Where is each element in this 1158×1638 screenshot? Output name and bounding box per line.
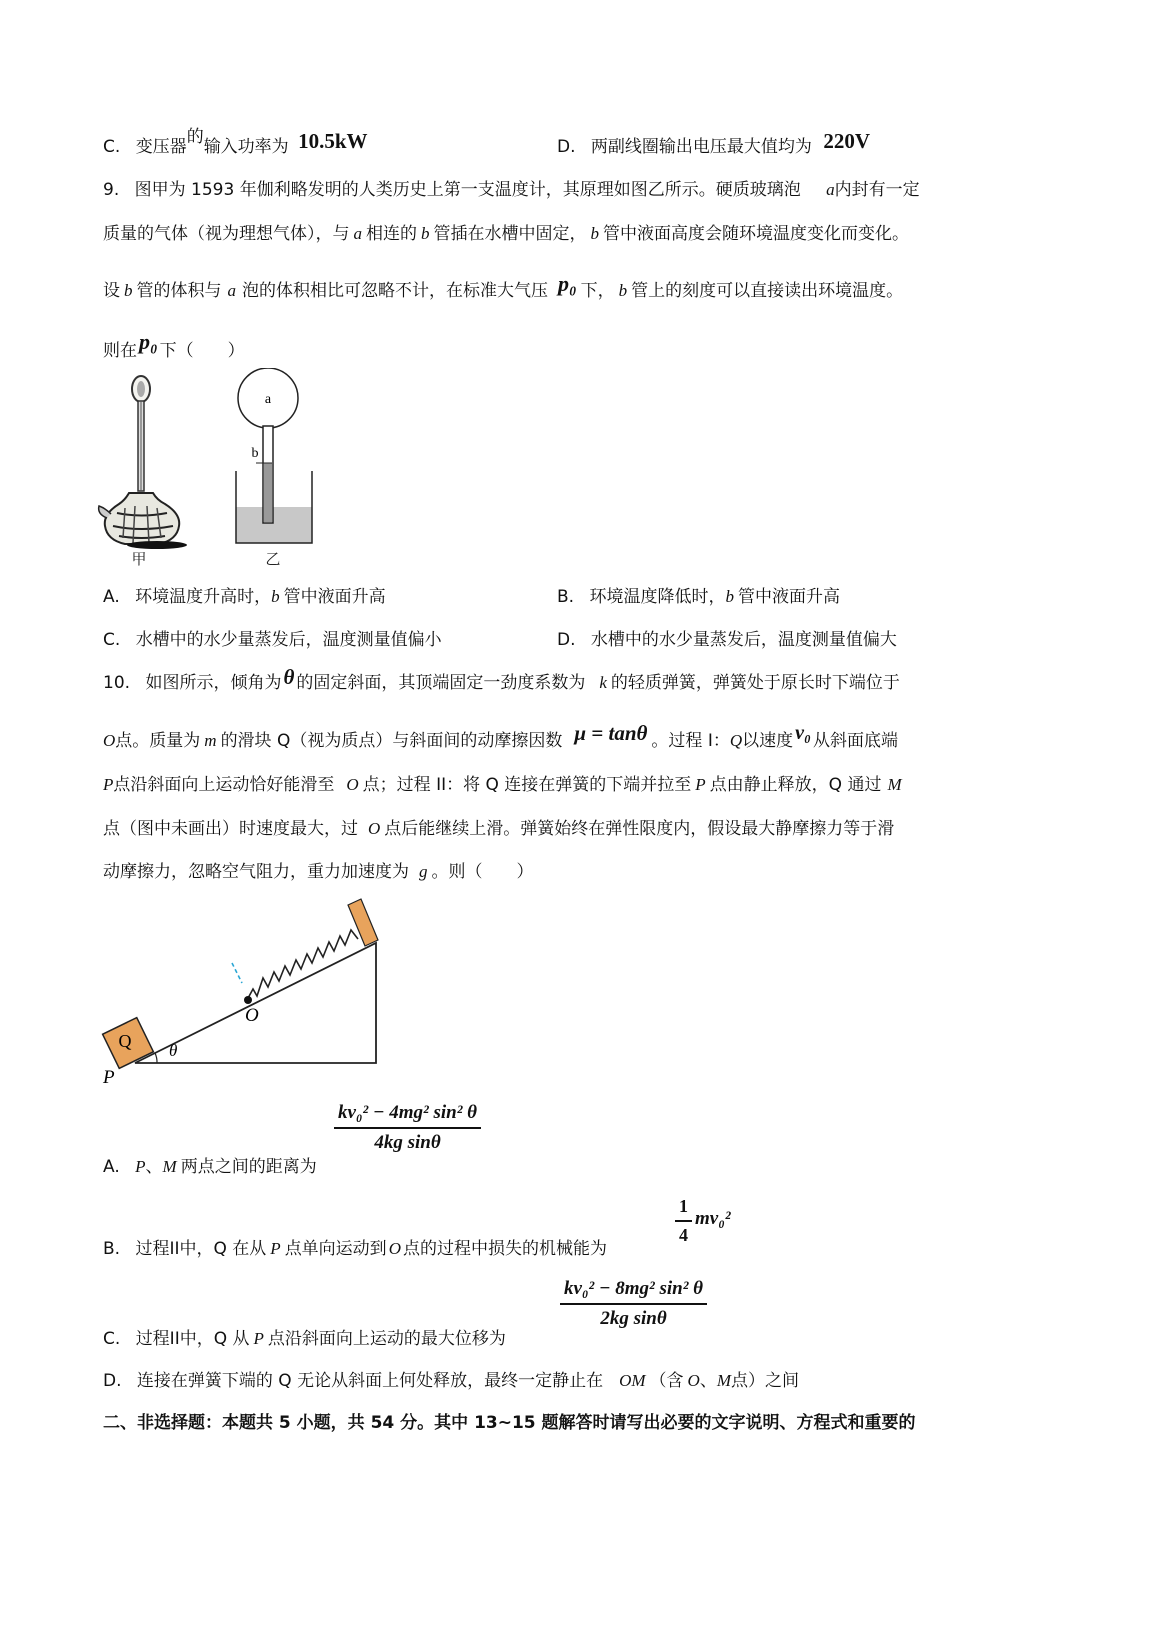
q10-option-d: D. 连接在弹簧下端的 Q 无论从斜面上何处释放，最终一定静止在 OM （含 O、M点）之间 [103, 1371, 799, 1391]
q10-option-b: B. 过程II中，Q 在从 P 点单向运动到 O 点的过程中损失的机械能为 [103, 1239, 607, 1259]
q9-line-3: 设 b 管的体积与 a 泡的体积相比可忽略不计，在标准大气压 p₀ 下， b 管上的刻度可以直接读出环境温度。 [103, 271, 904, 301]
spring [247, 930, 358, 1000]
q8-d-value: 220V [823, 129, 870, 153]
q8-c-value: 10.5kW [298, 129, 368, 153]
fig-label-b: b [251, 446, 259, 461]
q9-option-a: A. 环境温度升高时，b 管中液面升高 [103, 587, 386, 607]
q10-option-c-formula: $\frac{\text{kv₀² − 8mg² sin² θ}}{\text{2kg sinθ}}$ [560, 1278, 707, 1330]
q10-line-4: 点（图中未画出）时速度最大，过 O 点后能继续上滑。弹簧始终在弹性限度内，假设最大静摩擦力等于滑 [103, 819, 895, 839]
q9-option-c: C. 水槽中的水少量蒸发后，温度测量值偏小 [103, 630, 442, 650]
fig-q-label: Q [118, 1031, 132, 1051]
q10-option-a: A. P、M 两点之间的距离为 [103, 1157, 317, 1177]
q9-line-1: 9. 图甲为 1593 年伽利略发明的人类历史上第一支温度计，其原理如图乙所示。硬质玻璃泡 a内封有一定 [103, 180, 920, 200]
q10-option-a-formula: $\frac{\text{kv₀² − 4mg² sin² θ}}{\text{4kg sinθ}}$ [334, 1102, 481, 1154]
q10-option-b-tail: mv₀² [695, 1208, 731, 1229]
wall-plate [348, 899, 378, 946]
fig-caption-yi: 乙 [265, 550, 281, 568]
apparatus-diagram [236, 368, 312, 543]
q8-option-c: C. 变压器的输入功率为 10.5kW [103, 127, 368, 157]
q9-option-d: D. 水槽中的水少量蒸发后，温度测量值偏大 [557, 630, 897, 650]
point-o [244, 996, 252, 1004]
section-2-heading: 二、非选择题：本题共 5 小题，共 54 分。其中 13~15 题解答时请写出必要的文字说明、方程式和重要的 [103, 1413, 916, 1433]
q10-line-1: 10. 如图所示，倾角为θ 的固定斜面，其顶端固定一劲度系数为 k 的轻质弹簧，弹簧处于原长时下端位于 [103, 665, 900, 693]
galileo-thermoscope-illustration [99, 376, 187, 549]
q10-option-b-fraction: $\frac{1}{4}$ [675, 1196, 692, 1246]
fig-label-a: a [264, 392, 272, 407]
q9-line-4: 则在p₀ 下（ ） [103, 329, 245, 361]
dashed-marker [232, 963, 242, 983]
q9-option-b: B. 环境温度降低时，b 管中液面升高 [557, 587, 840, 607]
fig-theta-label: θ [169, 1041, 178, 1060]
incline-figure [95, 895, 395, 1095]
q9-line-2: 质量的气体（视为理想气体），与 a 相连的 b 管插在水槽中固定， b 管中液面高度会随环境温度变化而变化。 [103, 224, 909, 244]
q8-option-d: D. 两副线圈输出电压最大值均为 220V [557, 129, 870, 157]
q10-line-5: 动摩擦力，忽略空气阻力，重力加速度为 g 。则（ ） [103, 862, 534, 882]
q9-thermometer-figure [95, 368, 355, 578]
angle-arc [155, 1053, 157, 1063]
fig-caption-jia: 甲 [131, 550, 147, 568]
fig-p-label: P [103, 1067, 115, 1088]
q10-option-c: C. 过程II中，Q 从 P 点沿斜面向上运动的最大位移为 [103, 1329, 506, 1349]
q10-line-2: O点。质量为 m 的滑块 Q（视为质点）与斜面间的动摩擦因数 μ = tanθ 。过程 I：Q以速度 v₀ 从斜面底端 [103, 721, 898, 751]
fig-o-label: O [245, 1005, 259, 1026]
q10-line-3: P点沿斜面向上运动恰好能滑至 O 点；过程 II：将 Q 连接在弹簧的下端并拉至 P 点由静止释放，Q 通过 M [103, 775, 902, 795]
